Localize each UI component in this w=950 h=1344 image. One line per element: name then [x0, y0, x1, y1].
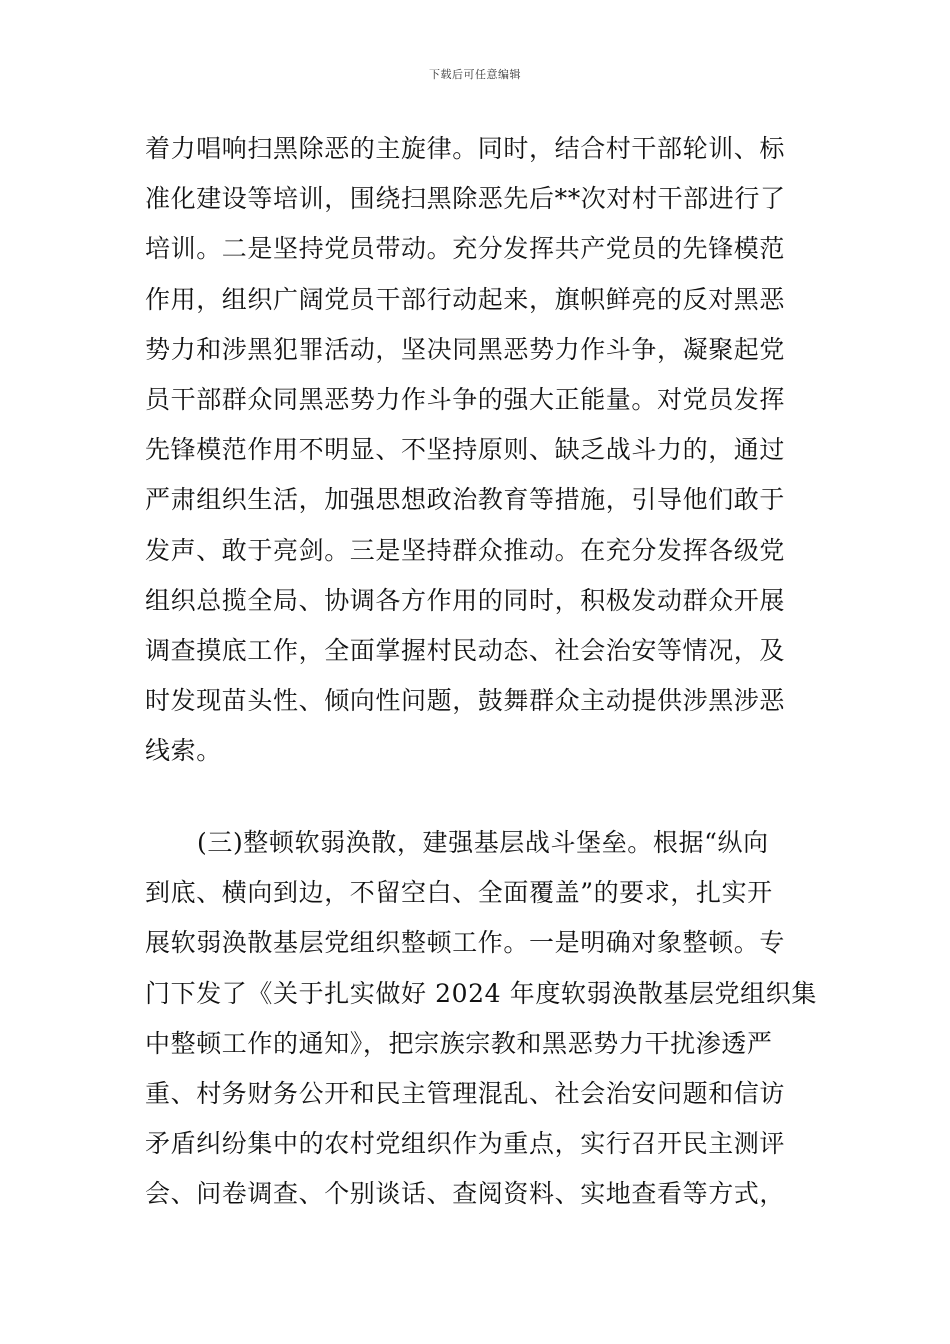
paragraph-1-line: 严肃组织生活，加强思想政治教育等措施，引导他们敢于: [145, 485, 786, 515]
paragraph-1: [145, 124, 813, 776]
paragraph-1-line: 员干部群众同黑恶势力作斗争的强大正能量。对党员发挥: [145, 384, 786, 414]
paragraph-1-line: 发声、敢于亮剑。三是坚持群众推动。在充分发挥各级党: [145, 535, 786, 565]
paragraph-1-line: 作用，组织广阔党员干部行动起来，旗帜鲜亮的反对黑恶: [145, 284, 786, 314]
paragraph-2-line: 中整顿工作的通知》，把宗族宗教和黑恶势力干扰渗透严: [145, 1028, 773, 1058]
paragraph-1-line: 先锋模范作用不明显、不坚持原则、缺乏战斗力的，通过: [145, 435, 786, 465]
paragraph-1-line: 组织总揽全局、协调各方作用的同时，积极发动群众开展: [145, 585, 786, 615]
paragraph-1-line: 时发现苗头性、倾向性问题，鼓舞群众主动提供涉黑涉恶: [145, 686, 786, 716]
paragraph-1-line: 线索。: [145, 736, 222, 766]
paragraph-1-line: 调查摸底工作，全面掌握村民动态、社会治安等情况，及: [145, 635, 786, 665]
paragraph-1-line: 着力唱响扫黑除恶的主旋律。同时，结合村干部轮训、标: [145, 134, 786, 163]
paragraph-2-line: 门下发了《关于扎实做好 2024 年度软弱涣散基层党组织集: [145, 978, 817, 1008]
paragraph-1-line: 准化建设等培训，围绕扫黑除恶先后**次对村干部进行了: [145, 184, 786, 214]
paragraph-2-line: (三)整顿软弱涣散，建强基层战斗堡垒。根据“纵向: [197, 828, 769, 857]
paragraph-1-line: 势力和涉黑犯罪活动，坚决同黑恶势力作斗争，凝聚起党: [145, 334, 786, 364]
paragraph-2-line: 会、问卷调查、个别谈话、查阅资料、实地查看等方式，: [145, 1179, 786, 1209]
paragraph-2-line: 重、村务财务公开和民主管理混乱、社会治安问题和信访: [145, 1078, 786, 1108]
paragraph-2-line: 到底、横向到边，不留空白、全面覆盖”的要求，扎实开: [145, 878, 773, 908]
paragraph-2: [145, 818, 817, 1220]
paragraph-2-line: 矛盾纠纷集中的农村党组织作为重点，实行召开民主测评: [145, 1129, 786, 1159]
paragraph-2-line: 展软弱涣散基层党组织整顿工作。一是明确对象整顿。专: [145, 928, 786, 958]
page-header: 下载后可任意编辑: [429, 68, 521, 81]
paragraph-1-line: 培训。二是坚持党员带动。充分发挥共产党员的先锋模范: [145, 234, 786, 264]
